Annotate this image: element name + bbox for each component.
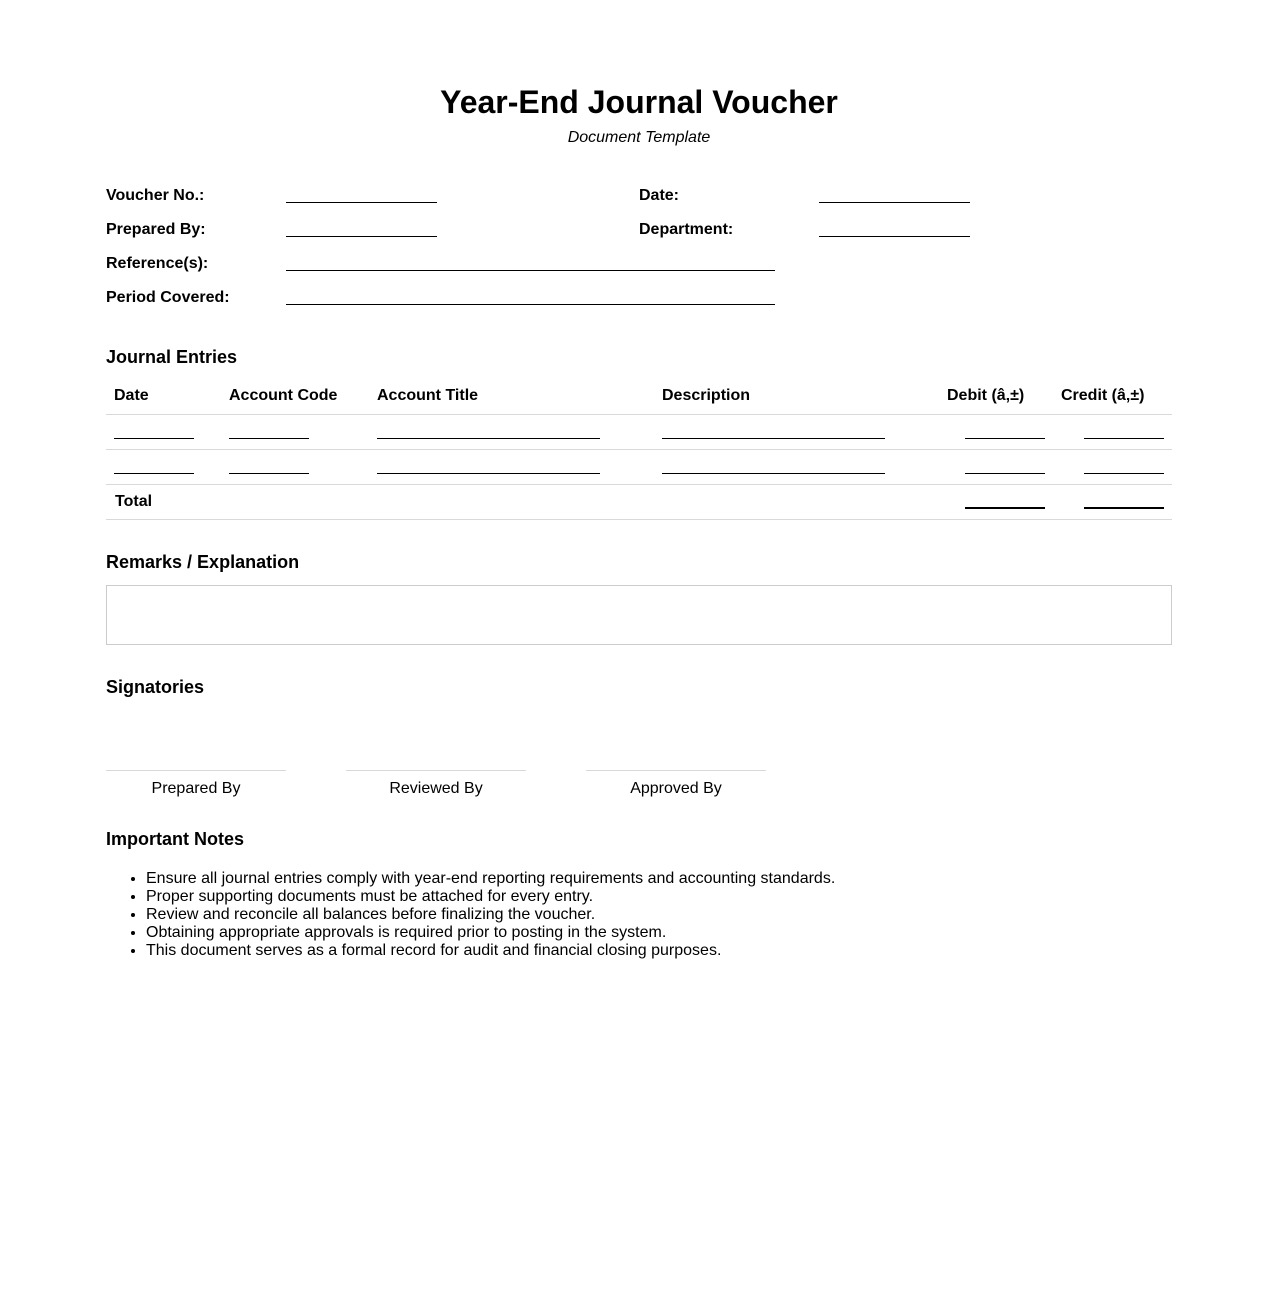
prepared-by-label: Prepared By: [106,221,206,238]
list-item: • This document serves as a formal record for audit and financial closing purposes. [146,942,835,960]
row-2-debit-field[interactable] [965,473,1045,474]
page-subtitle: Document Template [567,129,711,146]
total-debit-field[interactable] [965,507,1045,509]
voucher-no-field[interactable] [286,202,437,203]
signature-label-prepared: Prepared By [151,780,241,797]
row-2-date-field[interactable] [114,473,194,474]
row-1-date-field[interactable] [114,438,194,439]
table-divider [106,519,1172,520]
list-item: • Proper supporting documents must be attached for every entry. [146,888,835,906]
remarks-input[interactable] [106,585,1172,645]
table-divider [106,484,1172,485]
row-2-credit-field[interactable] [1084,473,1164,474]
row-2-description-field[interactable] [662,473,885,474]
total-label: Total [115,493,153,510]
signature-line-approved[interactable] [586,770,766,771]
signature-line-prepared[interactable] [106,770,286,771]
department-field[interactable] [819,236,970,237]
column-header-account-code: Account Code [229,387,338,404]
row-1-credit-field[interactable] [1084,438,1164,439]
journal-entries-heading: Journal Entries [106,347,238,367]
signature-line-reviewed[interactable] [346,770,526,771]
important-notes-list [106,870,835,960]
remarks-heading: Remarks / Explanation [106,552,300,572]
date-field[interactable] [819,202,970,203]
prepared-by-field[interactable] [286,236,437,237]
row-1-account-title-field[interactable] [377,438,600,439]
signature-label-approved: Approved By [630,780,722,797]
signature-label-reviewed: Reviewed By [389,780,483,797]
table-divider [106,449,1172,450]
page-title: Year-End Journal Voucher [440,84,838,120]
references-label: Reference(s): [106,255,209,272]
period-covered-label: Period Covered: [106,289,230,306]
row-2-account-title-field[interactable] [377,473,600,474]
list-item: • Ensure all journal entries comply with year-end reporting requirements and accounting standards. [146,870,835,888]
column-header-credit: Credit (â‚±) [1061,387,1145,404]
voucher-no-label: Voucher No.: [106,187,205,204]
period-covered-field[interactable] [286,304,775,305]
signatories-heading: Signatories [106,677,205,697]
list-item: • Obtaining appropriate approvals is required prior to posting in the system. [146,924,835,942]
table-divider [106,414,1172,415]
list-item: • Review and reconcile all balances before finalizing the voucher. [146,906,835,924]
column-header-account-title: Account Title [377,387,479,404]
total-credit-field[interactable] [1084,507,1164,509]
column-header-date: Date [114,387,149,404]
column-header-description: Description [662,387,751,404]
row-2-account-code-field[interactable] [229,473,309,474]
department-label: Department: [639,221,734,238]
column-header-debit: Debit (â‚±) [947,387,1025,404]
row-1-debit-field[interactable] [965,438,1045,439]
date-label: Date: [639,187,680,204]
row-1-description-field[interactable] [662,438,885,439]
important-notes-heading: Important Notes [106,829,245,849]
row-1-account-code-field[interactable] [229,438,309,439]
references-field[interactable] [286,270,775,271]
